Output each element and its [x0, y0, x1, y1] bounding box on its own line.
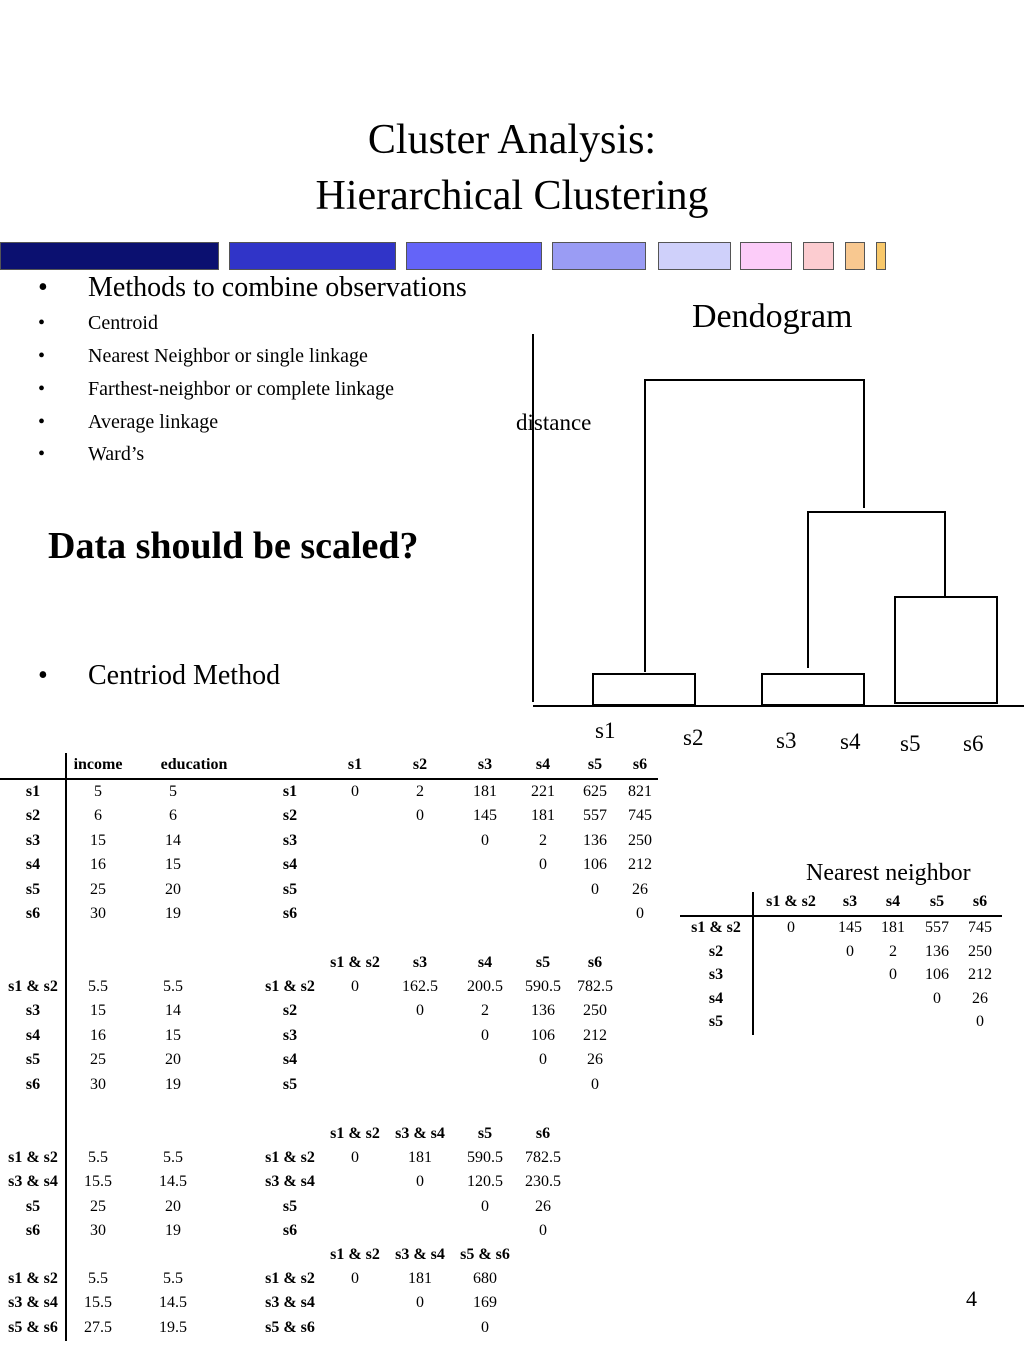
- dist-cell: 26: [587, 1051, 603, 1069]
- dist-cell: 181: [473, 783, 497, 800]
- dist-header: s4: [535, 756, 551, 773]
- dist-header: s5: [477, 1125, 493, 1142]
- data-cell: 30: [90, 1222, 106, 1240]
- dist-cell: 181: [408, 1270, 432, 1287]
- dist-cell: 0: [351, 1149, 359, 1166]
- nn-header: s4: [885, 893, 901, 910]
- dist-header: s3: [412, 954, 428, 971]
- dist-row-label: s2: [282, 1002, 298, 1020]
- dist-header: s3 & s4: [395, 1125, 445, 1142]
- bullet-dot: •: [38, 378, 46, 400]
- dendrogram-title: Dendogram: [692, 298, 853, 335]
- dist-cell: 0: [416, 1294, 424, 1312]
- dist-cell: 181: [531, 807, 555, 825]
- dist-cell: 162.5: [402, 978, 438, 995]
- data-cell: 19: [165, 1222, 181, 1240]
- data-row-label: s5: [25, 880, 41, 898]
- data-row-label: s6: [25, 905, 41, 922]
- dendrogram-leaf-label: s6: [963, 731, 984, 756]
- data-cell: 19.5: [159, 1318, 187, 1336]
- data-cell: 25: [90, 880, 106, 898]
- dendrogram-leaf-label: s1: [595, 718, 616, 743]
- data-cell: 15: [90, 1002, 106, 1020]
- dist-cell: 0: [636, 905, 644, 922]
- dist-row-label: s1 & s2: [265, 978, 315, 995]
- dist-cell: 625: [583, 783, 607, 800]
- data-cell: 5.5: [88, 1270, 108, 1287]
- bullet-text: Methods to combine observations: [88, 272, 467, 303]
- dist-header: s3 & s4: [395, 1246, 445, 1263]
- merge-s34-s56: [808, 512, 945, 668]
- data-cell: 25: [90, 1197, 106, 1215]
- bullet-text: Farthest-neighbor or complete linkage: [88, 378, 395, 400]
- dist-cell: 106: [583, 856, 607, 874]
- bullet-text: Centriod Method: [88, 660, 281, 691]
- data-cell: 16: [90, 1026, 106, 1044]
- dist-header: s2: [412, 756, 428, 773]
- data-row-label: s5: [25, 1197, 41, 1215]
- dendrogram-leaf-label: s3: [776, 728, 797, 753]
- dist-row-label: s5: [282, 1075, 298, 1093]
- dist-row-label: s5: [282, 1197, 298, 1215]
- dist-cell: 0: [539, 1051, 547, 1069]
- dist-cell: 250: [628, 831, 652, 849]
- dist-header: s5: [587, 756, 603, 773]
- dist-row-label: s3 & s4: [265, 1173, 315, 1191]
- nn-header: s1 & s2: [766, 893, 816, 910]
- nearest-neighbor-title: Nearest neighbor: [806, 860, 971, 886]
- dist-row-label: s1: [282, 783, 298, 800]
- nn-header-rule: [680, 915, 1002, 917]
- page-number: 4: [966, 1286, 977, 1311]
- nn-header: s5: [929, 893, 945, 910]
- data-cell: 19: [165, 1075, 181, 1093]
- dist-header: s1 & s2: [330, 1125, 380, 1142]
- nn-cell: 0: [787, 919, 795, 936]
- nn-cell: 0: [976, 1013, 984, 1030]
- dist-cell: 0: [481, 1026, 489, 1044]
- title-line-2: Hierarchical Clustering: [315, 173, 709, 219]
- dist-header: s6: [632, 756, 648, 773]
- data-cell: 30: [90, 1075, 106, 1093]
- data-cell: 15.5: [84, 1173, 112, 1191]
- dist-cell: 250: [583, 1002, 607, 1020]
- dist-cell: 2: [481, 1002, 489, 1020]
- dist-row-label: s3: [282, 831, 298, 849]
- data-cell: 14.5: [159, 1294, 187, 1312]
- dist-cell: 145: [473, 807, 497, 825]
- bullet-text: Nearest Neighbor or single linkage: [88, 345, 368, 367]
- dist-cell: 821: [628, 783, 652, 800]
- dist-cell: 120.5: [467, 1173, 503, 1191]
- title-line-1: Cluster Analysis:: [367, 117, 657, 163]
- dist-cell: 230.5: [525, 1173, 561, 1191]
- merge-s1-s2: [593, 674, 695, 705]
- dist-cell: 0: [416, 807, 424, 825]
- dist-row-label: s6: [282, 1222, 298, 1240]
- bullet-dot: •: [38, 443, 46, 465]
- dist-header: s3: [477, 756, 493, 773]
- dist-cell: 136: [531, 1002, 555, 1020]
- bullet-dot: •: [38, 345, 46, 367]
- bullet-text: Ward’s: [88, 443, 145, 465]
- dist-cell: 745: [628, 807, 652, 825]
- bullet-dot: •: [38, 660, 48, 691]
- dendrogram-leaf-label: s5: [900, 731, 921, 756]
- data-cell: 20: [165, 1051, 181, 1069]
- dist-cell: 221: [531, 783, 555, 800]
- nn-cell: 212: [968, 966, 992, 983]
- dist-row-label: s4: [282, 856, 298, 874]
- dist-cell: 0: [481, 831, 489, 849]
- data-row-label: s1 & s2: [8, 978, 58, 995]
- data-cell: 14.5: [159, 1173, 187, 1191]
- nn-cell: 181: [881, 919, 905, 936]
- nn-cell: 250: [968, 942, 992, 960]
- dist-cell: 680: [473, 1270, 497, 1287]
- bullet-text: Centroid: [88, 312, 158, 334]
- merge-s3-s4: [762, 674, 864, 705]
- dist-cell: 0: [481, 1197, 489, 1215]
- dist-row-label: s3: [282, 1026, 298, 1044]
- nn-cell: 106: [925, 966, 949, 983]
- data-cell: 15: [165, 856, 181, 874]
- data-label-rule: [65, 753, 67, 1341]
- data-row-label: s5: [25, 1051, 41, 1069]
- dist-cell: 0: [416, 1002, 424, 1020]
- dist-cell: 782.5: [525, 1149, 561, 1166]
- dist-cell: 106: [531, 1026, 555, 1044]
- nn-cell: 0: [933, 989, 941, 1007]
- data-row-label: s4: [25, 1026, 41, 1044]
- data-header: education: [160, 756, 228, 773]
- data-header: income: [73, 756, 123, 773]
- data-header-rule: [0, 778, 658, 780]
- data-row-label: s5 & s6: [8, 1318, 58, 1336]
- dist-row-label: s5 & s6: [265, 1318, 315, 1336]
- data-cell: 5.5: [163, 1149, 183, 1166]
- bullet-dot: •: [38, 272, 48, 303]
- dist-cell: 0: [539, 856, 547, 874]
- dist-cell: 181: [408, 1149, 432, 1166]
- nn-row-label: s3: [708, 966, 724, 983]
- data-row-label: s3 & s4: [8, 1294, 58, 1312]
- data-row-label: s6: [25, 1075, 41, 1093]
- dist-cell: 0: [351, 783, 359, 800]
- data-cell: 20: [165, 880, 181, 898]
- data-cell: 15.5: [84, 1294, 112, 1312]
- data-cell: 16: [90, 856, 106, 874]
- data-row-label: s3 & s4: [8, 1173, 58, 1191]
- dist-header: s4: [477, 954, 493, 971]
- data-cell: 27.5: [84, 1318, 112, 1336]
- dist-cell: 2: [539, 831, 547, 849]
- nn-cell: 557: [925, 919, 949, 936]
- dist-row-label: s1 & s2: [265, 1270, 315, 1287]
- dist-row-label: s4: [282, 1051, 298, 1069]
- nn-cell: 145: [838, 919, 862, 936]
- data-cell: 5.5: [88, 978, 108, 995]
- data-cell: 25: [90, 1051, 106, 1069]
- dist-cell: 0: [481, 1318, 489, 1336]
- data-cell: 5.5: [163, 978, 183, 995]
- data-cell: 5.5: [163, 1270, 183, 1287]
- nn-cell: 0: [889, 966, 897, 983]
- data-cell: 14: [165, 1002, 181, 1020]
- dendrogram-leaf-label: s4: [840, 729, 861, 754]
- dist-cell: 0: [351, 978, 359, 995]
- data-row-label: s1 & s2: [8, 1149, 58, 1166]
- data-row-label: s3: [25, 831, 41, 849]
- nn-row-label: s1 & s2: [691, 919, 741, 936]
- dist-cell: 782.5: [577, 978, 613, 995]
- dist-header: s1 & s2: [330, 1246, 380, 1263]
- data-cell: 6: [94, 807, 102, 825]
- dist-cell: 212: [628, 856, 652, 874]
- dist-row-label: s2: [282, 807, 298, 825]
- dist-header: s6: [587, 954, 603, 971]
- nn-header: s6: [972, 893, 988, 910]
- dist-cell: 2: [416, 783, 424, 800]
- dist-cell: 26: [535, 1197, 551, 1215]
- dist-cell: 590.5: [467, 1149, 503, 1166]
- data-cell: 5: [94, 783, 102, 800]
- dist-cell: 212: [583, 1026, 607, 1044]
- data-row-label: s3: [25, 1002, 41, 1020]
- bullet-text: Average linkage: [88, 411, 219, 433]
- data-cell: 30: [90, 905, 106, 922]
- data-cell: 15: [90, 831, 106, 849]
- data-cell: 5: [169, 783, 177, 800]
- data-cell: 19: [165, 905, 181, 922]
- data-row-label: s2: [25, 807, 41, 825]
- dist-header: s5 & s6: [460, 1246, 510, 1263]
- dist-cell: 0: [591, 1075, 599, 1093]
- dist-cell: 0: [539, 1222, 547, 1240]
- dist-row-label: s1 & s2: [265, 1149, 315, 1166]
- dist-cell: 557: [583, 807, 607, 825]
- dist-cell: 200.5: [467, 978, 503, 995]
- nn-cell: 136: [925, 942, 949, 960]
- dendrogram-ylabel: distance: [516, 410, 592, 435]
- dist-cell: 0: [591, 880, 599, 898]
- dist-header: s6: [535, 1125, 551, 1142]
- bullet-dot: •: [38, 411, 46, 433]
- data-row-label: s1 & s2: [8, 1270, 58, 1287]
- dist-cell: 26: [632, 880, 648, 898]
- nn-row-label: s4: [708, 989, 724, 1007]
- data-cell: 6: [169, 807, 177, 825]
- data-row-label: s1: [25, 783, 41, 800]
- dist-row-label: s5: [282, 880, 298, 898]
- nn-row-label: s2: [708, 942, 724, 960]
- dist-row-label: s3 & s4: [265, 1294, 315, 1312]
- bullet-dot: •: [38, 312, 46, 334]
- data-cell: 14: [165, 831, 181, 849]
- dist-cell: 0: [351, 1270, 359, 1287]
- dist-header: s1: [347, 756, 363, 773]
- dist-row-label: s6: [282, 905, 298, 922]
- nn-label-rule: [752, 892, 754, 1035]
- dist-header: s5: [535, 954, 551, 971]
- nn-cell: 745: [968, 919, 992, 936]
- dist-cell: 590.5: [525, 978, 561, 995]
- merge-all: [645, 380, 864, 672]
- data-row-label: s6: [25, 1222, 41, 1240]
- dist-cell: 169: [473, 1294, 497, 1312]
- dist-cell: 0: [416, 1173, 424, 1191]
- data-cell: 15: [165, 1026, 181, 1044]
- data-cell: 20: [165, 1197, 181, 1215]
- nn-cell: 0: [846, 942, 854, 960]
- nn-cell: 26: [972, 989, 988, 1007]
- nn-row-label: s5: [708, 1013, 724, 1030]
- data-cell: 5.5: [88, 1149, 108, 1166]
- merge-s5-s6: [895, 597, 997, 703]
- dendrogram-leaf-label: s2: [683, 725, 704, 750]
- scaled-question-heading: Data should be scaled?: [48, 525, 419, 567]
- dist-header: s1 & s2: [330, 954, 380, 971]
- data-row-label: s4: [25, 856, 41, 874]
- dist-cell: 136: [583, 831, 607, 849]
- nn-cell: 2: [889, 942, 897, 960]
- nn-header: s3: [842, 893, 858, 910]
